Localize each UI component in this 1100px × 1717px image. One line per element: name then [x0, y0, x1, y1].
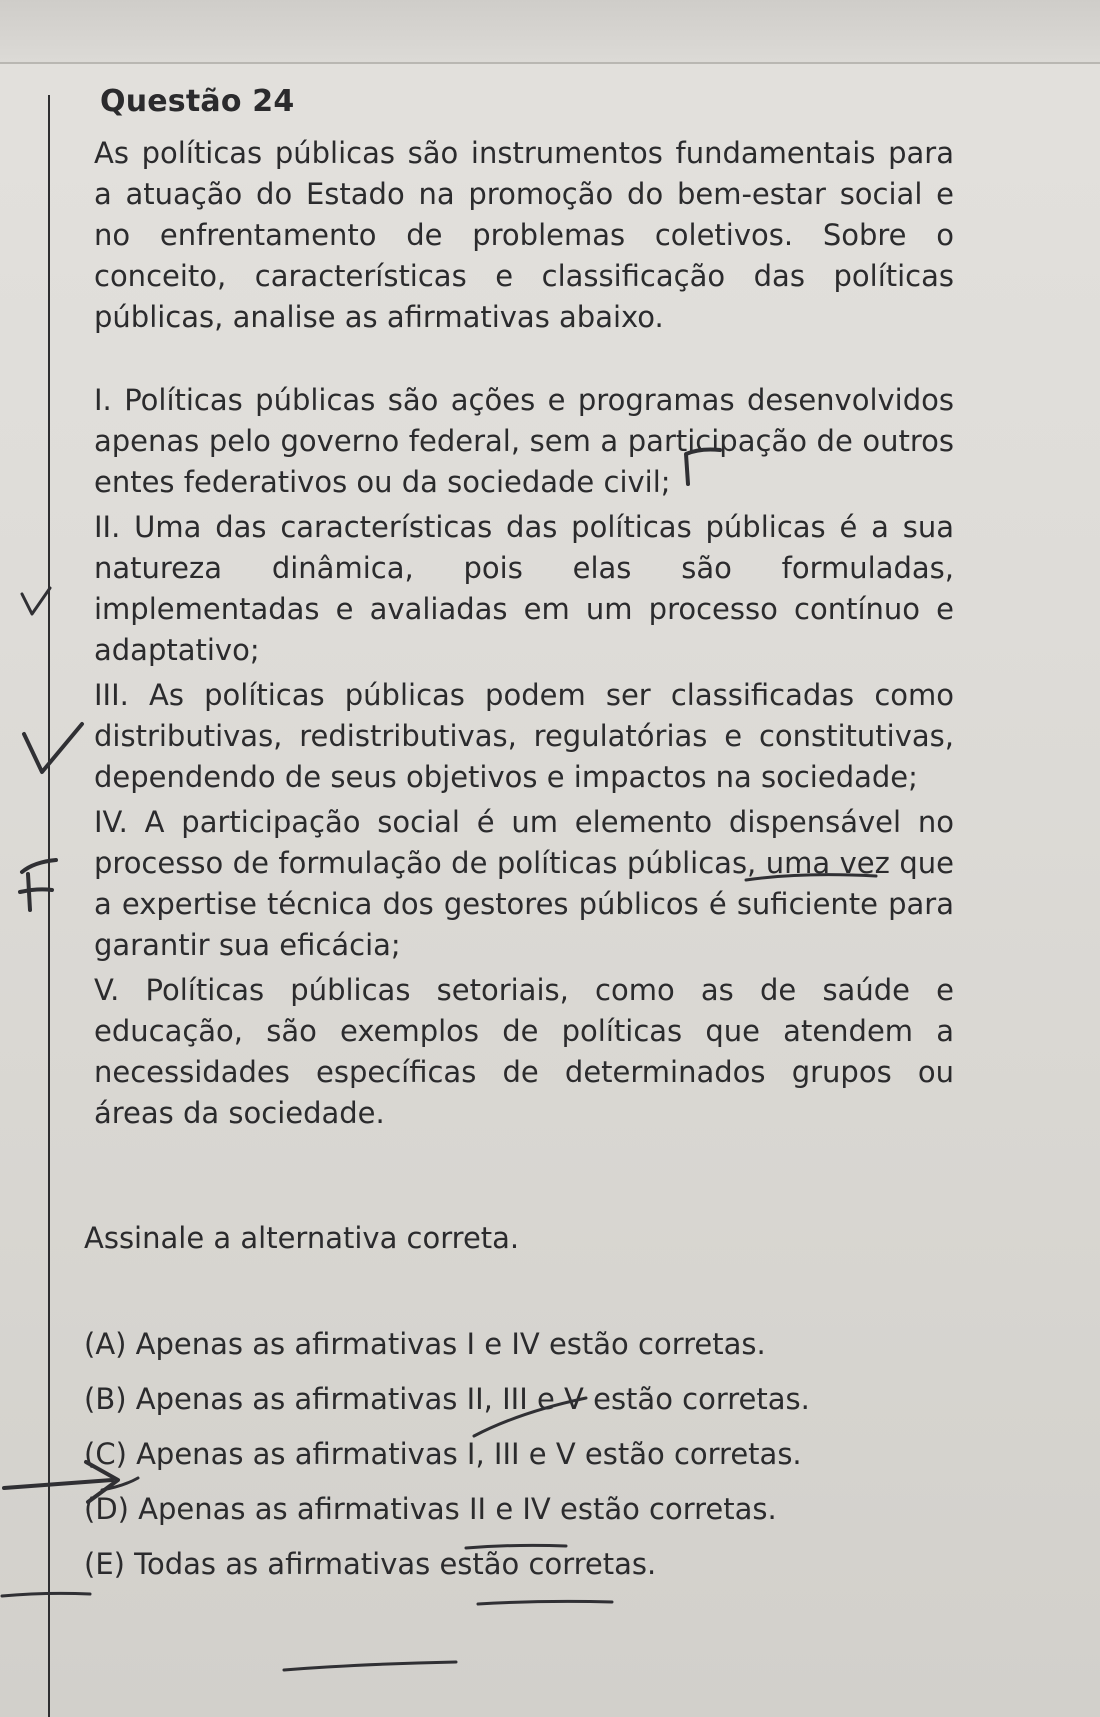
statement-v: V. Políticas públicas setoriais, como as de saúde e educação, são exemplos de políticas que atendem a necessidades específicas de determinados grupos ou áreas da sociedade.	[94, 973, 954, 1130]
question-intro: As políticas públicas são instrumentos fundamentais para a atuação do Estado na promoção do bem-estar social e no enfrentamento de problemas coletivos. Sobre o conceito, características e classificação das políticas públicas, analise as afirmativas abaixo.	[94, 136, 954, 334]
handwritten-underline-statement-iv	[742, 870, 882, 886]
option-d[interactable]: (D) Apenas as afirmativas II e IV estão corretas.	[84, 1492, 777, 1526]
handwritten-underline-option-e	[280, 1654, 460, 1676]
handwritten-check-statement-ii	[18, 584, 54, 618]
statement-iv: IV. A participação social é um elemento dispensável no processo de formulação de políticas públicas, uma vez que a expertise técnica dos gestores públicos é suficiente para garantir sua eficácia;	[94, 805, 954, 962]
page-top-edge	[0, 0, 1100, 64]
handwritten-strike-option-a	[470, 1392, 590, 1442]
handwritten-check-statement-iii	[20, 720, 86, 776]
option-c[interactable]: (C) Apenas as afirmativas I, III e V estão corretas.	[84, 1437, 802, 1471]
option-b[interactable]: (B) Apenas as afirmativas II, III e V estão corretas.	[84, 1382, 810, 1416]
question-title: Questão 24	[100, 84, 295, 119]
handwritten-line-option-d	[0, 1584, 92, 1604]
handwritten-strike-option-c	[462, 1534, 572, 1558]
statement-list	[82, 380, 954, 1134]
handwritten-f-mark-statement-iv	[8, 852, 72, 914]
handwritten-strike-option-d	[476, 1590, 616, 1614]
handwritten-arrow-option-b	[0, 1450, 140, 1520]
handwritten-f-mark-statement-i	[678, 446, 728, 488]
statement-i: I. Políticas públicas são ações e programas desenvolvidos apenas pelo governo federal, sem a participação de outros entes federativos ou da sociedade civil;	[94, 383, 954, 499]
option-e[interactable]: (E) Todas as afirmativas estão corretas.	[84, 1547, 657, 1581]
statement-iii: III. As políticas públicas podem ser classificadas como distributivas, redistributivas, regulatórias e constitutivas, dependendo de seus objetivos e impactos na sociedade;	[94, 678, 954, 794]
question-block	[82, 84, 954, 1592]
question-instruction: Assinale a alternativa correta.	[84, 1221, 520, 1255]
option-a[interactable]: (A) Apenas as afirmativas I e IV estão corretas.	[84, 1327, 766, 1361]
statement-ii: II. Uma das características das políticas públicas é a sua natureza dinâmica, pois elas são formuladas, implementadas e avaliadas em um processo contínuo e adaptativo;	[94, 510, 954, 667]
